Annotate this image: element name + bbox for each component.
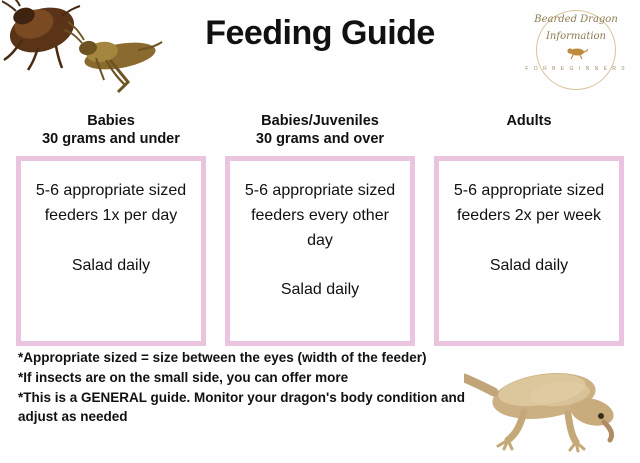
- footnote-3: *This is a GENERAL guide. Monitor your dragon's body condition and adjust as needed: [18, 390, 465, 425]
- column-salad-text: Salad daily: [71, 256, 151, 274]
- footnote-2: *If insects are on the small side, you can offer more: [18, 370, 349, 386]
- logo-line-3: F O R B E G I N N E R S: [525, 66, 627, 72]
- column-heading: [434, 112, 624, 150]
- column-heading-line2: 30 grams and over: [255, 131, 385, 148]
- column-heading-line2: 30 grams and under: [42, 131, 180, 148]
- column-babies-juveniles: [225, 112, 415, 346]
- column-heading-line1: Babies: [87, 113, 135, 129]
- logo-line-1: Bearded Dragon: [534, 14, 618, 25]
- page-title: Feeding Guide: [205, 14, 435, 52]
- logo-line-2: Information: [545, 31, 606, 42]
- column-card: [434, 156, 624, 346]
- column-salad-text: Salad daily: [280, 281, 360, 299]
- column-adults: [434, 112, 624, 346]
- bearded-dragon-photo: [464, 350, 634, 458]
- column-card: [225, 156, 415, 346]
- column-salad-text: Salad daily: [489, 256, 569, 274]
- column-body-text: 5-6 appropriate sized feeders 2x per week: [453, 182, 605, 224]
- footnotes: [18, 348, 488, 428]
- bearded-dragon-icon: [566, 44, 588, 60]
- column-heading: [225, 112, 415, 150]
- column-body-text: 5-6 appropriate sized feeders 1x per day: [35, 182, 187, 224]
- column-heading: [16, 112, 206, 150]
- column-heading-line1: Adults: [506, 113, 552, 129]
- column-heading-line1: Babies/Juveniles: [261, 113, 379, 129]
- feeding-columns: [16, 112, 624, 346]
- column-babies: [16, 112, 206, 346]
- footnote-1: *Appropriate sized = size between the eyes (width of the feeder): [18, 350, 427, 365]
- column-body-text: 5-6 appropriate sized feeders every other day: [244, 182, 396, 249]
- column-card: [16, 156, 206, 346]
- brand-logo: [522, 4, 630, 94]
